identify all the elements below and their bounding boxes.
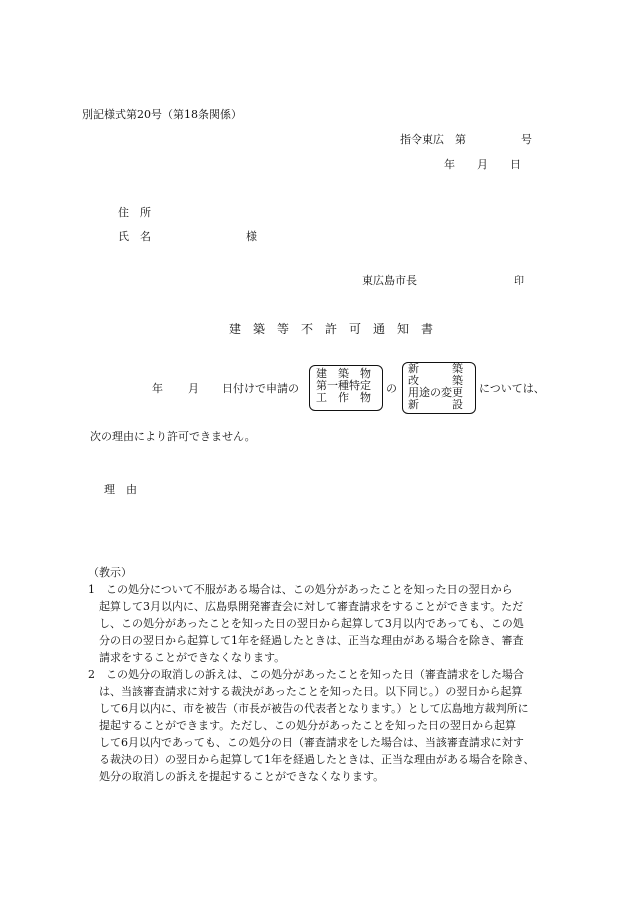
- application-month: 月: [188, 382, 199, 395]
- particle-no: の: [386, 382, 397, 395]
- notice-line: 提起することができます。ただし、この処分があったことを知った日の翌日から起算: [88, 719, 517, 732]
- notice-line: は、当該審査請求に対する裁決があったことを知った日。以下同じ。）の翌日から起算: [88, 685, 523, 698]
- notice-line: 2 この処分の取消しの訴えは、この処分があったことを知った日（審査請求をした場合: [88, 668, 524, 681]
- reason-label: 理 由: [104, 483, 137, 496]
- document-title: 建 築 等 不 許 可 通 知 書: [229, 322, 434, 336]
- seal-mark: 印: [514, 276, 524, 287]
- honorific: 様: [246, 230, 257, 243]
- name-label: 氏 名: [118, 230, 151, 243]
- notice-line: 分の日の翌日から起算して1年を経過したときは、正当な理由がある場合を除き、審査: [88, 634, 524, 647]
- notice-line: 請求をすることができなくなります。: [88, 651, 286, 664]
- issuer-title: 東広島市長: [362, 274, 417, 287]
- action-list: [408, 363, 463, 411]
- notice-section: [88, 564, 558, 785]
- reason-sentence: 次の理由により許可できません。: [90, 430, 256, 443]
- action-item: 新 築: [408, 362, 463, 375]
- form-label: 別記様式第20号（第18条関係）: [82, 108, 242, 121]
- application-date-suffix: 日付けで申請の: [222, 382, 299, 395]
- type-list: [316, 368, 371, 404]
- notice-line: 処分の取消しの訴えを提起することができなくなります。: [88, 770, 385, 783]
- issue-date: 年 月 日: [444, 158, 521, 171]
- action-item: 用途の変更: [408, 386, 463, 399]
- type-item: 工 作 物: [316, 391, 371, 404]
- type-item: 第一種特定: [316, 379, 371, 392]
- about-text: については、: [479, 382, 545, 395]
- notice-line: して6月以内であっても、この処分の日（審査請求をした場合は、当該審査請求に対す: [88, 736, 524, 749]
- notice-line: 1 この処分について不服がある場合は、この処分があったことを知った日の翌日から: [88, 583, 513, 596]
- notice-heading: （教示）: [88, 566, 132, 579]
- reference-number: 指令東広 第 号: [400, 133, 532, 146]
- notice-line: 起算して3月以内に、広島県開発審査会に対して審査請求をすることができます。ただ: [88, 600, 524, 613]
- application-year: 年: [152, 382, 163, 395]
- action-item: 新 設: [408, 398, 463, 411]
- notice-line: る裁決の日）の翌日から起算して1年を経過したときは、正当な理由がある場合を除き、: [88, 753, 535, 766]
- address-label: 住 所: [118, 206, 151, 219]
- action-item: 改 築: [408, 374, 463, 387]
- notice-line: し、この処分があったことを知った日の翌日から起算して3月以内であっても、この処: [88, 617, 524, 630]
- notice-line: して6月以内に、市を被告（市長が被告の代表者となります。）として広島地方裁判所に: [88, 702, 529, 715]
- type-item: 建 築 物: [316, 367, 371, 380]
